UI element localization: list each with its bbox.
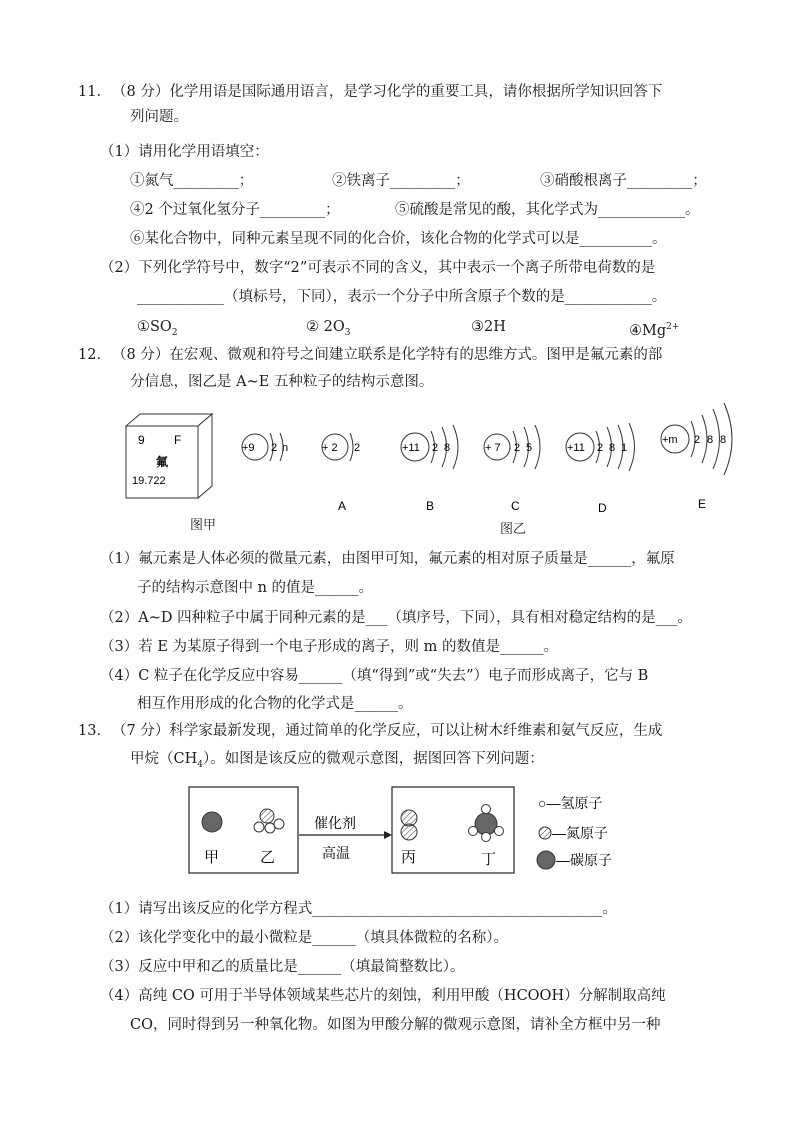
- shell-electrons: 8: [720, 434, 727, 446]
- q11-part2-line2: ____________（填标号，下同），表示一个分子中所含原子个数的是____________。: [137, 289, 667, 305]
- label-ding: 丁: [481, 851, 497, 868]
- label-jia: 甲: [204, 849, 220, 866]
- figure-yi-caption: 图乙: [500, 522, 527, 537]
- element-mass: 19.722: [132, 475, 166, 487]
- shell-electrons: 2: [432, 442, 439, 454]
- fluorine-element-card: [118, 412, 218, 502]
- question-13-number: 13．: [78, 723, 111, 739]
- shell-electrons: 5: [526, 442, 533, 454]
- q13-sub3: （3）反应中甲和乙的质量比是______（填最简整数比）。: [100, 959, 465, 975]
- particle-fluorine-atom: [242, 433, 288, 461]
- particle-label: E: [698, 497, 707, 511]
- q11-option-4: $④Mg^{2+}$: [629, 322, 680, 339]
- shell-electrons: 2: [694, 434, 701, 446]
- q11-blank-peroxide: ④2 个过氧化氢分子_________；: [130, 202, 340, 218]
- legend-hydrogen: ○—氢原子: [538, 795, 603, 811]
- q13-sub2: （2）该化学变化中的最小微粒是______（填具体微粒的名称）。: [100, 930, 508, 946]
- nucleus-charge: +9: [242, 442, 255, 454]
- shell-electrons: 2: [271, 442, 278, 454]
- label-bing: 丙: [401, 849, 417, 866]
- nucleus-charge: +11: [402, 442, 420, 454]
- q11-blank-iron-ion: ②铁离子_________；: [332, 173, 470, 189]
- legend-carbon: —碳原子: [556, 852, 612, 868]
- legend-nitrogen: —氮原子: [552, 825, 608, 841]
- particle-b: [401, 425, 458, 513]
- particle-c: [484, 425, 540, 513]
- nucleus-charge: + 2: [322, 442, 338, 454]
- particle-d: [566, 423, 635, 515]
- nucleus-charge: + 7: [485, 442, 501, 454]
- legend-nitrogen-swatch: [539, 827, 551, 839]
- arrow-label-high-temp: 高温: [322, 845, 350, 861]
- q11-option-1: $①SO_2$: [137, 319, 178, 338]
- shell-electrons: 2: [514, 442, 521, 454]
- figure-jia-caption: 图甲: [190, 518, 217, 533]
- q12-sub1-line1: （1）氟元素是人体必须的微量元素，由图甲可知，氟元素的相对原子质量是______，氟原: [100, 551, 675, 567]
- question-12-number: 12．: [78, 347, 111, 363]
- particle-a: [322, 433, 360, 513]
- question-13-intro: （7 分）科学家最新发现，通过简单的化学反应，可以让树木纤维素和氨气反应，生成: [112, 723, 663, 739]
- question-11-number: 11．: [78, 84, 111, 100]
- q11-blank-nitrogen: ①氮气_________；: [130, 173, 254, 189]
- q12-sub4-line1: （4）C 粒子在化学反应中容易______（填“得到”或“失去”）电子而形成离子，它与 B: [100, 668, 649, 684]
- nucleus-charge: +m: [662, 434, 678, 446]
- reaction-microscopic-diagram: [188, 786, 658, 882]
- question-12-intro-cont: 分信息，图乙是 A~E 五种粒子的结构示意图。: [130, 374, 434, 390]
- particle-label: B: [426, 499, 435, 513]
- question-12-intro: （8 分）在宏观、微观和符号之间建立联系是化学特有的思维方式。图甲是氟元素的部: [112, 347, 663, 363]
- q11-blank-compound: ⑥某化合物中，同种元素呈现不同的化合价，该化合物的化学式可以是__________。: [130, 231, 667, 247]
- q11-blank-sulfuric: ⑤硫酸是常见的酸，其化学式为____________。: [395, 202, 700, 218]
- q13-sub1: （1）请写出该反应的化学方程式________________________________________。: [100, 901, 617, 917]
- particle-label: C: [511, 499, 520, 513]
- shell-electrons: 8: [707, 434, 714, 446]
- question-11-intro: （8 分）化学用语是国际通用语言，是学习化学的重要工具，请你根据所学知识回答下: [112, 84, 663, 100]
- shell-electrons: 1: [621, 442, 628, 454]
- particle-e: [661, 403, 732, 511]
- q13-sub4-line2: CO，同时得到另一种氧化物。如图为甲酸分解的微观示意图，请补全方框中另一种: [130, 1017, 661, 1033]
- label-yi: 乙: [260, 849, 276, 866]
- carbon-atom-jia: [202, 812, 222, 832]
- particle-label: D: [598, 501, 607, 515]
- element-symbol: F: [174, 433, 182, 447]
- q12-sub2: （2）A~D 四种粒子中属于同种元素的是___（填序号，下同），具有相对稳定结构的是___。: [100, 610, 692, 626]
- q11-blank-nitrate: ③硝酸根离子_________；: [540, 173, 707, 189]
- legend-carbon-swatch: [537, 851, 555, 869]
- arrow-label-catalyst: 催化剂: [314, 815, 356, 831]
- shell-electrons: n: [282, 442, 289, 454]
- particle-label: A: [338, 499, 347, 513]
- element-name: 氟: [156, 455, 169, 469]
- q12-sub3: （3）若 E 为某原子得到一个电子形成的离子，则 m 的数值是______。: [100, 639, 558, 655]
- element-atomic-number: 9: [138, 433, 145, 447]
- shell-electrons: 8: [444, 442, 451, 454]
- question-13-intro-cont: 甲烷$(CH_4)$。如图是该反应的微观示意图，据图回答下列问题：: [130, 751, 544, 770]
- shell-electrons: 2: [597, 442, 604, 454]
- q12-sub1-line2: 子的结构示意图中 n 的值是______。: [137, 580, 374, 596]
- q11-part2-line1: （2）下列化学符号中，数字“2”可表示不同的含义，其中表示一个离子所带电荷数的是: [100, 260, 656, 276]
- q13-sub4-line1: （4）高纯 CO 可用于半导体领域某些芯片的刻蚀，利用甲酸（HCOOH）分解制取高纯: [100, 988, 666, 1004]
- q11-option-2: ② $2O_3$: [306, 319, 351, 338]
- question-11-intro-cont: 列问题。: [130, 109, 188, 125]
- q11-part1-title: （1）请用化学用语填空：: [100, 144, 269, 160]
- shell-electrons: 8: [609, 442, 616, 454]
- shell-electrons: 2: [354, 442, 361, 454]
- q11-option-3: ③2H: [471, 319, 506, 335]
- particle-structure-diagrams: [230, 395, 750, 525]
- q12-sub4-line2: 相互作用形成的化合物的化学式是______。: [137, 696, 413, 712]
- nucleus-charge: +11: [567, 442, 585, 454]
